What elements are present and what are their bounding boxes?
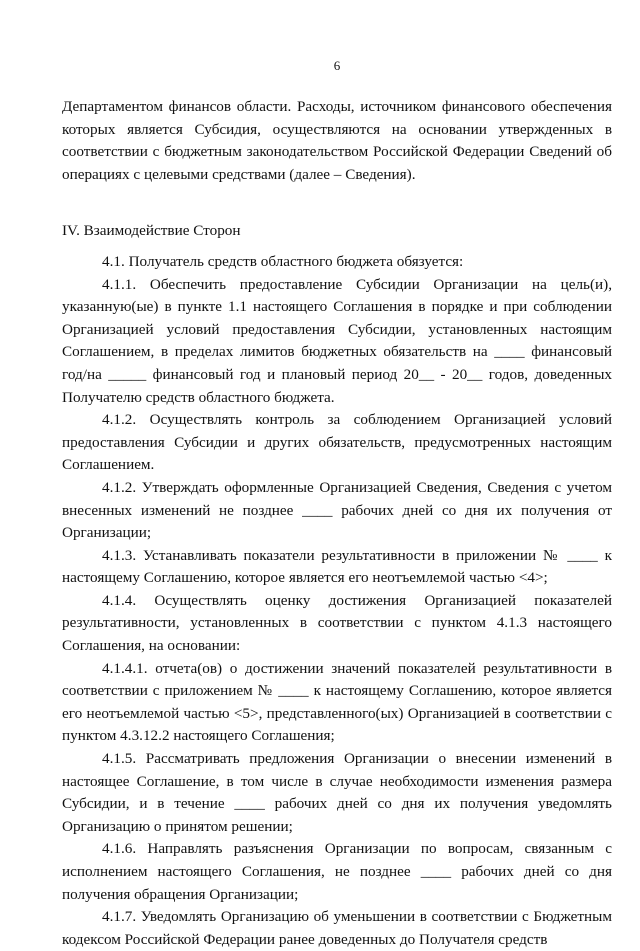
paragraph-4-1: 4.1. Получатель средств областного бюджета обязуется: <box>102 252 464 270</box>
paragraph-4-1-2-control: 4.1.2. Осуществлять контроль за соблюдением Организацией условий предоставления Субсидии и других обязательств, предусмотренных настоящим Соглашением. <box>62 411 612 474</box>
intro-paragraph: Департаментом финансов области. Расходы, источником финансового обеспечения которых является Субсидия, осуществляются на основании утвержденных в соответствии с бюджетным законодательством Российской Федерации Сведений об операциях с целевыми средствами (далее – Сведения). <box>62 98 612 183</box>
page-number: 6 <box>333 58 341 73</box>
paragraph-4-1-1: 4.1.1. Обеспечить предоставление Субсидии Организации на цель(и), указанную(ые) в пункте 1.1 настоящего Соглашения в порядке и при соблюдении Организацией условий предоставления Субсидии, установленных настоящим Соглашением, в пределах лимитов бюджетных обязательств на ____ финансовый год/на _____ финансовый год и плановый период 20__ - 20__ годов, доведенных Получателю средств областного бюджета. <box>62 275 612 406</box>
paragraph-4-1-3: 4.1.3. Устанавливать показатели результативности в приложении № ____ к настоящему Соглашению, которое является его неотъемлемой частью <4>; <box>62 546 612 587</box>
paragraph-4-1-7: 4.1.7. Уведомлять Организацию об уменьшении в соответствии с Бюджетным кодексом Российской Федерации ранее доведенных до Получателя средств <box>62 908 612 948</box>
paragraph-4-1-5: 4.1.5. Рассматривать предложения Организации о внесении изменений в настоящее Соглашение, в том числе в случае необходимости изменения размера Субсидии, и в течение ____ рабочих дней со дня их получения уведомлять Организацию о принятом решении; <box>62 750 612 835</box>
paragraph-4-1-4-1: 4.1.4.1. отчета(ов) о достижении значений показателей результативности в соответствии с приложением № ____ к настоящему Соглашению, которое является его неотъемлемой частью <5>, представленного(ых) Организацией в соответствии с пунктом 4.3.12.2 настоящего Соглашения; <box>62 659 612 745</box>
section-heading: IV. Взаимодействие Сторон <box>62 222 241 240</box>
paragraph-4-1-2-approve: 4.1.2. Утверждать оформленные Организацией Сведения, Сведения с учетом внесенных изменений не позднее ____ рабочих дней со дня их получения от Организации; <box>62 478 612 542</box>
paragraph-4-1-6: 4.1.6. Направлять разъяснения Организации по вопросам, связанным с исполнением настоящего Соглашения, не позднее ____ рабочих дней со дня получения обращения Организации; <box>62 840 612 903</box>
paragraph-4-1-4: 4.1.4. Осуществлять оценку достижения Организацией показателей результативности, установленных в соответствии с пунктом 4.1.3 настоящего Соглашения, на основании: <box>62 591 612 655</box>
document-page <box>62 58 612 951</box>
